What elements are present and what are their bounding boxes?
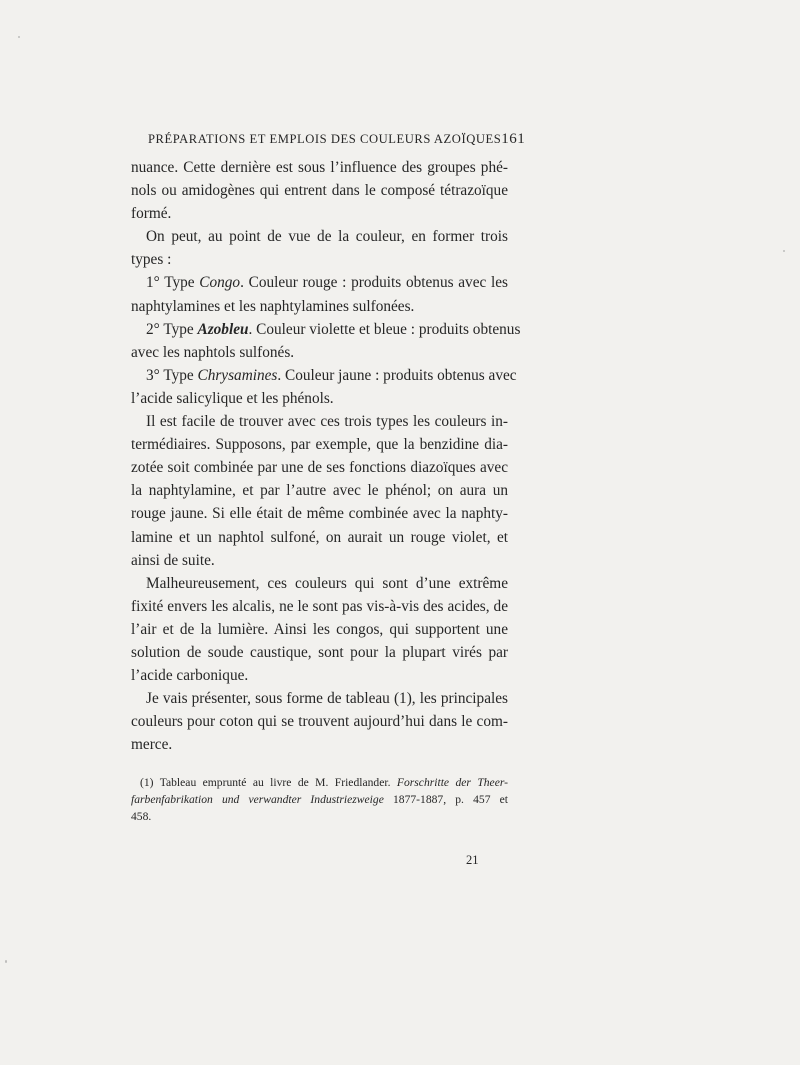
text-line: Je vais présenter, sous forme de tableau (1), les principales [146,690,508,708]
text-run: . Couleur rouge : produits obtenus avec les [240,274,508,292]
text-line: couleurs pour coton qui se trouvent aujourd’hui dans le com- [131,713,508,731]
running-title: PRÉPARATIONS ET EMPLOIS DES COULEURS AZOÏQUES [148,132,502,146]
text-line: la naphtylamine, et par l’autre avec le phénol; on aura un [131,482,508,500]
paper-speck [783,250,785,252]
paper-speck [18,36,20,38]
footnote-line [131,774,508,791]
text-line: types : [131,251,172,269]
text-line [131,364,517,387]
paragraph [131,687,508,756]
text-run: 1877-1887, p. 457 et [383,793,508,806]
footnote [131,774,508,825]
body-text [131,156,521,756]
footnote-line: 458. [131,810,152,823]
text-line: l’acide carbonique. [131,667,249,685]
text-line: Il est facile de trouver avec ces trois types les couleurs in- [146,413,508,431]
text-line: nols ou amidogènes qui entrent dans le composé tétrazoïque [131,182,508,200]
text-line: Malheureusement, ces couleurs qui sont d’une extrême [146,574,508,592]
text-line: naphtylamines et les naphtylamines sulfonées. [131,297,415,315]
text-line: merce. [131,736,173,754]
text-line: l’air et de la lumière. Ainsi les congos, qui supportent une [131,620,508,638]
paragraph [131,572,508,687]
paragraph [131,410,508,572]
paragraph [131,318,521,364]
page-number: 161 [501,131,526,147]
paragraph [131,225,508,271]
text-run: . Couleur jaune : produits obtenus avec [277,366,517,384]
text-line: zotée soit combinée par une de ses fonctions diazoïques avec [131,459,508,477]
italic-term: farbenfabrikation und verwandter Industriezweige [131,793,384,806]
text-line: avec les naphtols sulfonés. [131,343,295,361]
text-line: formé. [131,205,172,223]
text-line: termédiaires. Supposons, par exemple, que la benzidine dia- [131,436,508,454]
text-run: . Couleur violette et bleue : produits obtenus [248,320,521,338]
text-line: solution de soude caustique, sont pour la plupart virés par [131,643,508,661]
text-run: (1) Tableau emprunté au livre de M. Friedlander. [140,776,397,789]
text-line: ainsi de suite. [131,551,215,569]
text-line: l’acide salicylique et les phénols. [131,389,334,407]
paragraph [131,156,508,225]
paper-speck [5,960,7,963]
text-line: lamine et un naphtol sulfoné, on aurait un rouge violet, et [131,528,508,546]
text-line: fixité envers les alcalis, ne le sont pas vis-à-vis des acides, de [131,597,508,615]
text-line: On peut, au point de vue de la couleur, en former trois [146,228,508,246]
italic-term: Forschritte der Theer- [396,776,508,789]
italic-term: Chrysamines [197,366,278,384]
printer-signature-mark: 21 [466,853,479,867]
text-line [131,318,521,341]
running-header [148,131,526,148]
text-line: rouge jaune. Si elle était de même combinée avec la naphty- [131,505,508,523]
paragraph [131,364,517,410]
italic-term: Congo [199,274,241,292]
italic-term: Azobleu [197,320,249,338]
text-run: 1° Type [146,274,200,292]
text-line: nuance. Cette dernière est sous l’influence des groupes phé- [131,159,508,176]
text-line [131,271,508,294]
text-run: 3° Type [146,366,198,384]
footnote-line [131,791,508,808]
paragraph [131,271,508,317]
text-run: 2° Type [146,320,198,338]
